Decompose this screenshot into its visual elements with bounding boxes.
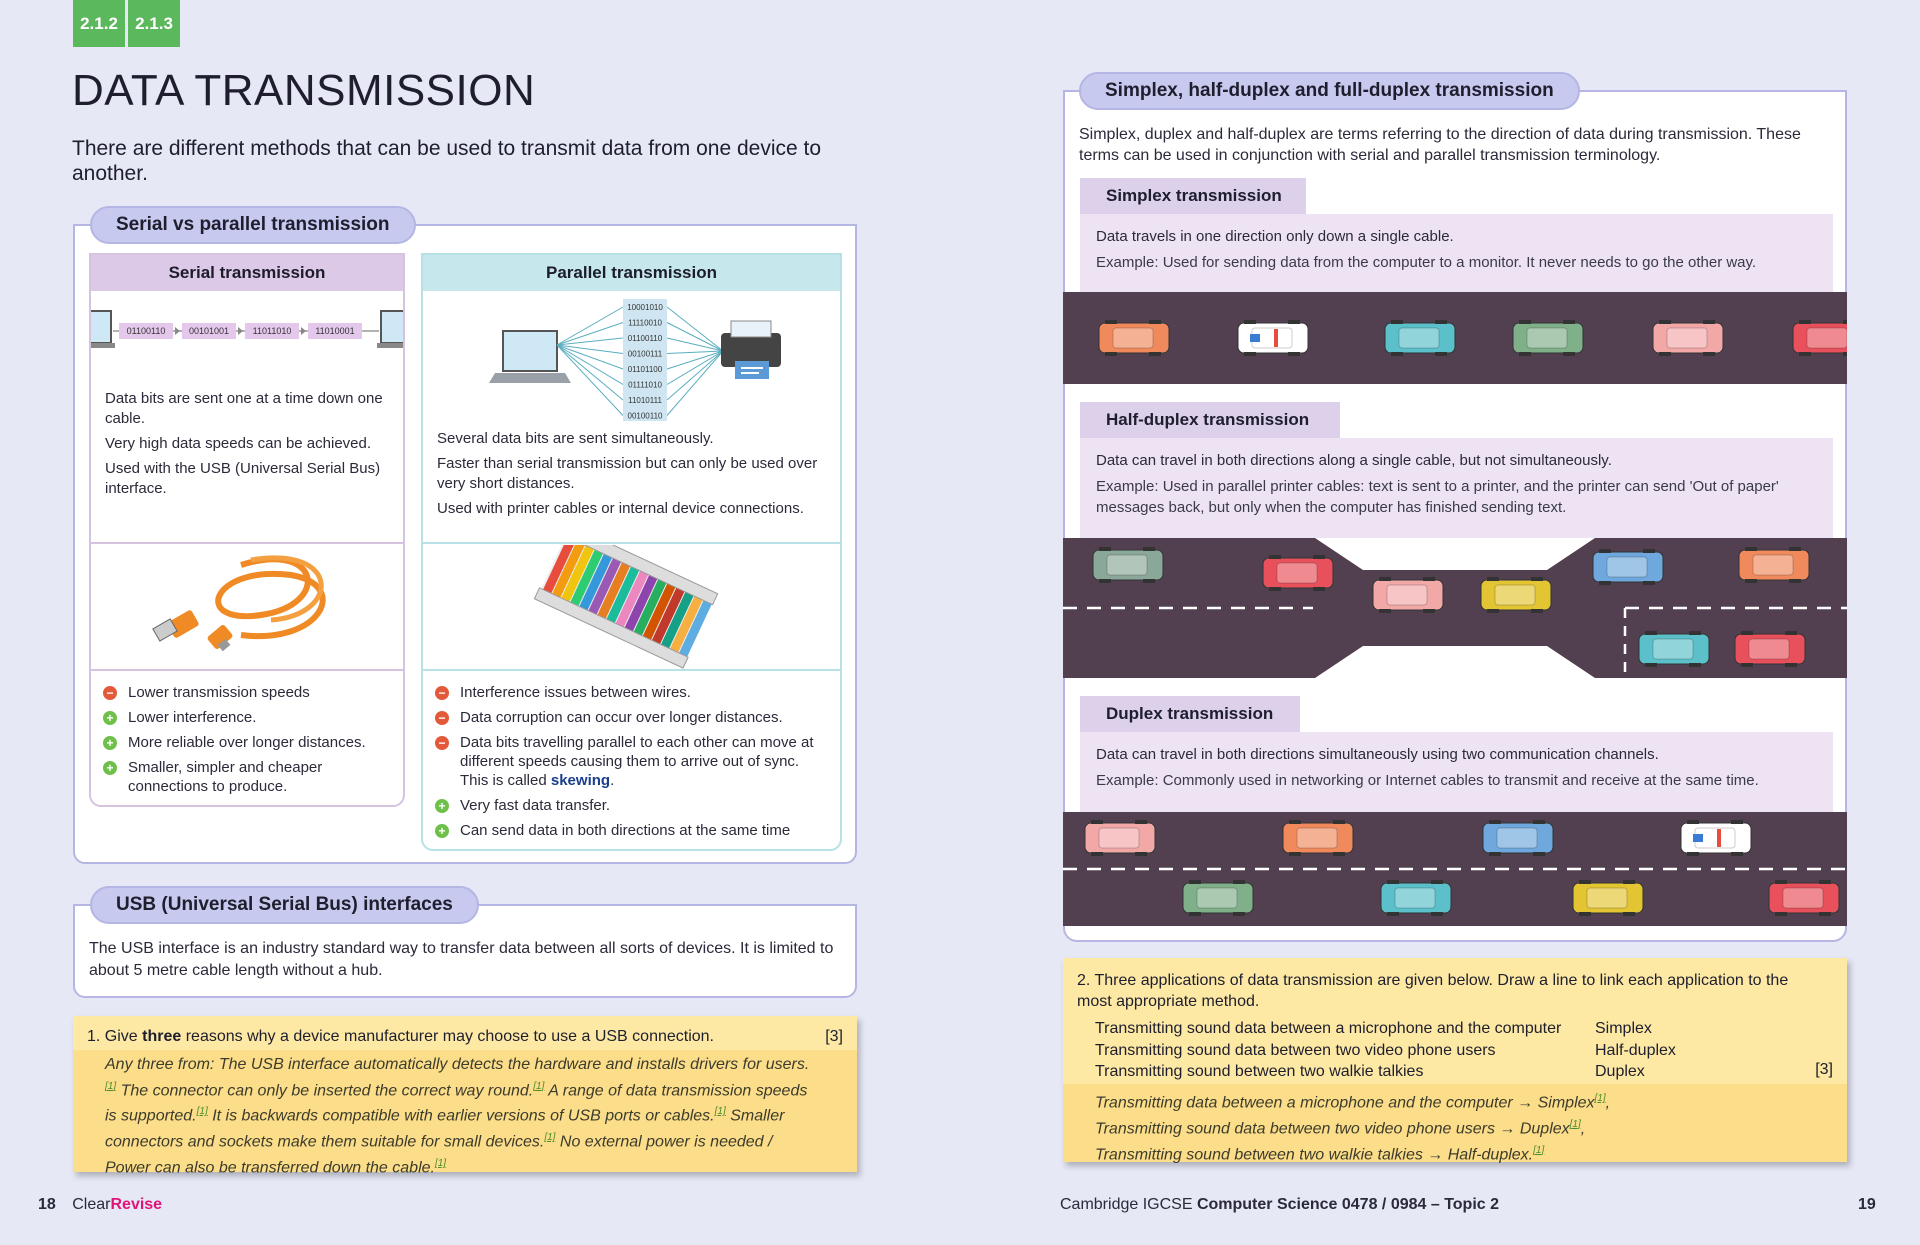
packet-bits: 01100110	[126, 326, 166, 336]
printer-icon	[721, 321, 781, 379]
bullet-item: − Interference issues between wires.	[435, 683, 830, 702]
arrow-icon	[175, 327, 180, 335]
car-icon	[1283, 820, 1353, 856]
car-icon	[1735, 631, 1805, 667]
parallel-line: Used with printer cables or internal device connections.	[437, 500, 804, 517]
question-2-marks: [3]	[1815, 1061, 1833, 1078]
parallel-bits: 00100111	[627, 349, 663, 359]
car-icon	[1093, 547, 1163, 583]
usb-heading: USB (Universal Serial Bus) interfaces	[90, 886, 479, 924]
wire-line	[667, 351, 723, 354]
car-icon	[1085, 820, 1155, 856]
page-number: 18	[38, 1196, 56, 1213]
car-icon	[1381, 880, 1451, 916]
brand-revise: Revise	[110, 1196, 163, 1213]
duplex-title: Duplex transmission	[1080, 696, 1300, 732]
parallel-bits: 01111010	[628, 380, 662, 390]
app-item: Transmitting sound data between two video phone users	[1095, 1041, 1496, 1059]
parallel-bits: 01101100	[627, 365, 663, 374]
ambulance-icon	[1238, 320, 1308, 356]
half-duplex-example: Example: Used in parallel printer cables: text is sent to a printer, and the printer can send 'Out of paper' messages back, but only when the computer has finished sending text.	[1096, 478, 1779, 516]
half-duplex-body	[1080, 438, 1833, 538]
car-icon	[1481, 577, 1551, 613]
question-2-apps	[1095, 1018, 1561, 1083]
car-icon	[1639, 631, 1709, 667]
wire-line	[557, 345, 623, 369]
packet-bits: 11010001	[315, 326, 355, 336]
duplex-heading: Simplex, half-duplex and full-duplex transmission	[1079, 72, 1580, 110]
minus-icon: −	[435, 736, 449, 750]
serial-column	[89, 253, 405, 807]
parallel-bits: 01100110	[627, 334, 663, 343]
car-icon	[1183, 880, 1253, 916]
question-1-text: 1. Give three reasons why a device manufacturer may choose to use a USB connection. [3]	[87, 1028, 843, 1045]
simplex-example: Example: Used for sending data from the computer to a monitor. It never needs to go the other way.	[1096, 254, 1757, 271]
duplex-desc: Data can travel in both directions simultaneously using two communication channels.	[1096, 746, 1659, 763]
app-item: Transmitting sound data between a microphone and the computer	[1095, 1020, 1562, 1037]
wire-line	[557, 345, 623, 400]
app-item: Transmitting sound between two walkie talkies	[1095, 1063, 1424, 1080]
car-icon	[1653, 320, 1723, 356]
car-icon	[1263, 555, 1333, 591]
simplex-title: Simplex transmission	[1080, 178, 1306, 214]
laptop-icon	[489, 331, 571, 383]
parallel-column	[421, 253, 842, 851]
parallel-line: Faster than serial transmission but can only be used over very short distances.	[437, 455, 818, 492]
question-1-box	[73, 1016, 857, 1177]
duplex-intro: Simplex, duplex and half-duplex are terms referring to the direction of data during transmission. These terms can be used in conjunction with serial and parallel transmission terminology.	[1079, 126, 1801, 164]
topic-tag: 2.1.2	[73, 0, 125, 47]
car-icon	[1739, 547, 1809, 583]
serial-line: Used with the USB (Universal Serial Bus) interface.	[105, 460, 381, 497]
intro-text: There are different methods that can be used to transmit data from one device to another.	[72, 137, 822, 185]
method-item: Simplex	[1595, 1020, 1652, 1037]
plus-icon: +	[435, 799, 449, 813]
car-icon	[1483, 820, 1553, 856]
car-icon	[1513, 320, 1583, 356]
bullet-item: + Lower interference.	[103, 708, 395, 727]
wire-line	[667, 351, 723, 400]
wire-line	[667, 351, 723, 385]
car-icon	[1573, 880, 1643, 916]
parallel-bits: 11110010	[628, 318, 662, 328]
usb-body: The USB interface is an industry standard way to transfer data between all sorts of devices. It is limited to about 5 metre cable length without a hub.	[89, 940, 834, 979]
ribbon-cable-image	[423, 545, 840, 669]
plus-icon: +	[103, 711, 117, 725]
car-icon	[1793, 320, 1847, 356]
laptop-icon	[377, 311, 403, 348]
arrow-icon	[238, 327, 243, 335]
parallel-bits: 00100110	[627, 411, 663, 421]
arrow-icon	[301, 327, 306, 335]
skewing-term: skewing	[550, 772, 611, 789]
bullet-item: + Can send data in both directions at the same time	[435, 821, 830, 840]
question-1-marks: [3]	[825, 1028, 843, 1045]
left-footer	[38, 1196, 162, 1214]
brand-clear: Clear	[72, 1196, 111, 1213]
serial-title: Serial transmission	[91, 255, 403, 291]
plus-icon: +	[103, 761, 117, 775]
minus-icon: −	[103, 686, 117, 700]
car-icon	[1373, 577, 1443, 613]
packet-bits: 11011010	[252, 326, 292, 336]
page-title: DATA TRANSMISSION	[72, 66, 536, 115]
parallel-bits: 11010111	[628, 396, 662, 405]
parallel-bits: 10001010	[627, 303, 663, 312]
right-footer-title: Cambridge IGCSE Computer Science 0478 / 0984 – Topic 2	[1060, 1196, 1500, 1213]
parallel-line: Several data bits are sent simultaneously.	[437, 430, 714, 447]
question-2-box	[1063, 958, 1847, 1162]
half-duplex-desc: Data can travel in both directions along a single cable, but not simultaneously.	[1096, 452, 1612, 469]
question-2-text: 2. Three applications of data transmission are given below. Draw a line to link each application to the most appropriate method.	[1077, 972, 1789, 1010]
bullet-item: + Very fast data transfer.	[435, 796, 830, 815]
plus-icon: +	[435, 824, 449, 838]
wire-line	[667, 323, 723, 352]
bullet-item: − Data bits travelling parallel to each other can move at different speeds causing them to arrive out of sync. This is called skewing.	[435, 733, 830, 790]
parallel-diagram	[423, 295, 840, 425]
serial-bullets	[103, 683, 395, 802]
simplex-road-illustration	[1063, 292, 1847, 384]
usb-cable-image	[91, 545, 403, 669]
wire-line	[667, 351, 723, 416]
car-icon	[1769, 880, 1839, 916]
packet-bits: 00101001	[188, 326, 230, 336]
topic-tag: 2.1.3	[128, 0, 180, 47]
half-duplex-title: Half-duplex transmission	[1080, 402, 1340, 438]
car-icon	[1099, 320, 1169, 356]
minus-icon: −	[435, 686, 449, 700]
method-item: Half-duplex	[1595, 1041, 1676, 1059]
car-icon	[1593, 549, 1663, 585]
half-duplex-road-illustration	[1063, 538, 1847, 678]
duplex-road-illustration	[1063, 812, 1847, 926]
simplex-desc: Data travels in one direction only down a single cable.	[1096, 228, 1454, 245]
serial-diagram	[91, 303, 403, 383]
duplex-body	[1080, 732, 1833, 812]
question-2-methods	[1595, 1018, 1676, 1083]
parallel-bullets	[435, 683, 830, 846]
parallel-title: Parallel transmission	[423, 255, 840, 291]
wire-line	[557, 345, 623, 354]
bullet-item: − Lower transmission speeds	[103, 683, 395, 702]
serial-line: Very high data speeds can be achieved.	[105, 435, 372, 452]
car-icon	[1385, 320, 1455, 356]
right-page-number: 19	[1858, 1196, 1876, 1213]
question-1-answer: Any three from: The USB interface automatically detects the hardware and installs drivers for users.[1] The connector can only be inserted the correct way round.[1] A range of data transmission speeds is supported.[1] It is backwards compatible with earlier versions of USB ports or cables.[1] Smaller connectors and sockets make them suitable for small devices.[1] No external power is needed / Power can also be transferred down the cable.[1]	[73, 1050, 857, 1172]
method-item: Duplex	[1595, 1063, 1645, 1080]
simplex-body	[1080, 214, 1833, 292]
serial-parallel-heading: Serial vs parallel transmission	[90, 206, 416, 244]
duplex-example: Example: Commonly used in networking or Internet cables to transmit and receive at the same time.	[1096, 772, 1759, 789]
question-2-answer: Transmitting data between a microphone and the computer → Simplex[1], Transmitting sound data between two video phone users → Duplex[1], Transmitting sound between two walkie talkies → Half-duplex.[1]	[1063, 1084, 1847, 1162]
bullet-item: + More reliable over longer distances.	[103, 733, 395, 752]
topic-tags	[73, 0, 180, 47]
laptop-icon	[91, 311, 115, 348]
bullet-item: − Data corruption can occur over longer distances.	[435, 708, 830, 727]
serial-line: Data bits are sent one at a time down one cable.	[105, 390, 383, 427]
minus-icon: −	[435, 711, 449, 725]
plus-icon: +	[103, 736, 117, 750]
ambulance-icon	[1681, 820, 1751, 856]
bullet-item: + Smaller, simpler and cheaper connections to produce.	[103, 758, 395, 796]
